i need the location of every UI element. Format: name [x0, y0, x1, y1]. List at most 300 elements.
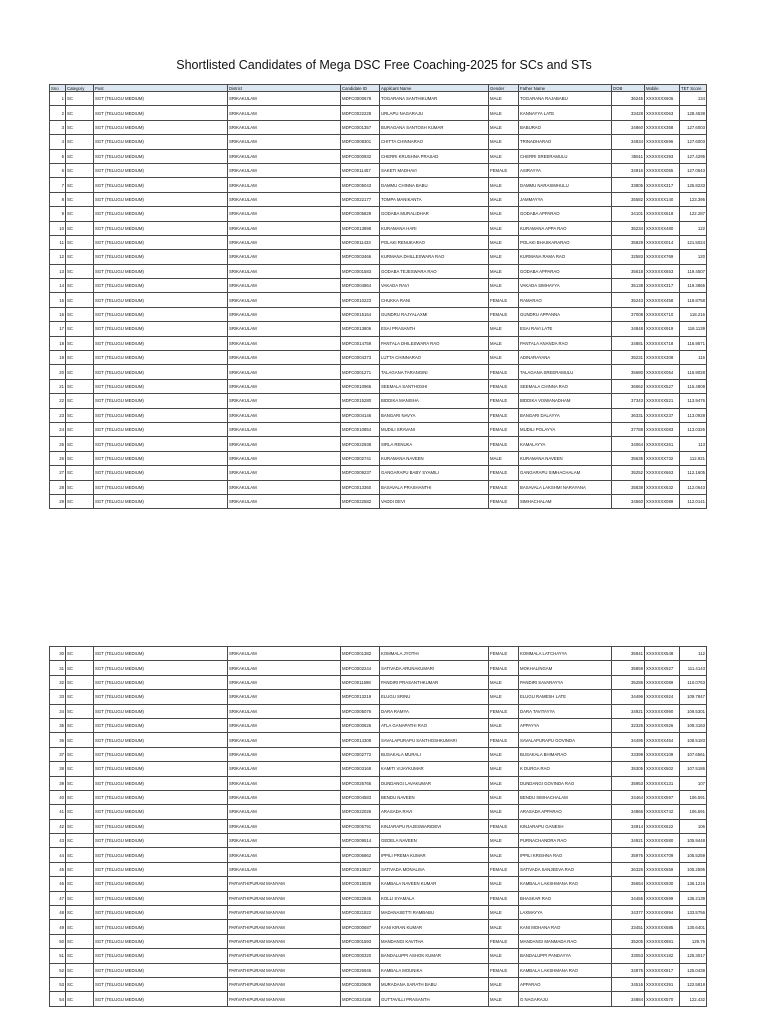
cell-dob: 35953	[612, 776, 645, 790]
cell-tet-score: 110.0763	[680, 675, 707, 689]
table-row	[50, 307, 707, 321]
cell-post: SGT (TELUGU MEDIUM)	[94, 293, 228, 307]
table-row	[50, 906, 707, 920]
table-row	[50, 992, 707, 1006]
cell-district: SRIKAKULAM	[228, 848, 341, 862]
cell-mobile: XXXXXXX618	[645, 207, 680, 221]
cell-mobile: XXXXXXX924	[645, 690, 680, 704]
table-row	[50, 135, 707, 149]
table-row	[50, 264, 707, 278]
cell-sno: 9	[50, 207, 66, 221]
cell-dob: 35138	[612, 279, 645, 293]
cell-gender: MALE	[489, 92, 519, 106]
cell-dob: 34921	[612, 704, 645, 718]
table-row	[50, 949, 707, 963]
cell-applicant-name: SATIVADA ARUNAKUMARI	[380, 661, 489, 675]
cell-father-name: DARA TAVITAYYA	[519, 704, 612, 718]
table-header-row	[50, 85, 707, 92]
cell-dob: 34921	[612, 834, 645, 848]
cell-candidate-id: MDFC0015164	[341, 307, 380, 321]
cell-category: SC	[66, 906, 94, 920]
cell-candidate-id: MDFC0022026	[341, 805, 380, 819]
cell-gender: FEMALE	[489, 379, 519, 393]
cell-mobile: XXXXXXX659	[645, 862, 680, 876]
cell-candidate-id: MDFC0004864	[341, 279, 380, 293]
cell-applicant-name: KOMMALA JYOTHI	[380, 647, 489, 661]
cell-category: SC	[66, 934, 94, 948]
cell-tet-score: 109.5301	[680, 704, 707, 718]
cell-category: SC	[66, 733, 94, 747]
cell-sno: 13	[50, 264, 66, 278]
cell-category: SC	[66, 264, 94, 278]
cell-category: SC	[66, 120, 94, 134]
cell-mobile: XXXXXXX742	[645, 805, 680, 819]
cell-tet-score: 113.0928	[680, 408, 707, 422]
cell-dob: 32325	[612, 718, 645, 732]
column-header-category: Category	[66, 85, 94, 92]
cell-mobile: XXXXXXX131	[645, 776, 680, 790]
cell-sno: 54	[50, 992, 66, 1006]
cell-applicant-name: SIRLA RENUKA	[380, 437, 489, 451]
cell-post: SGT (TELUGU MEDIUM)	[94, 264, 228, 278]
cell-tet-score: 115.4808	[680, 379, 707, 393]
table-row	[50, 92, 707, 106]
cell-father-name: MANDANGI MANMADA RAO	[519, 934, 612, 948]
cell-district: SRIKAKULAM	[228, 279, 341, 293]
cell-father-name: KANNAYYA LATE	[519, 106, 612, 120]
cell-father-name: PANTALA ANANDA RAO	[519, 336, 612, 350]
cell-tet-score: 130.6401	[680, 920, 707, 934]
cell-district: SRIKAKULAM	[228, 106, 341, 120]
table-row	[50, 149, 707, 163]
cell-sno: 28	[50, 480, 66, 494]
cell-post: SGT (TELUGU MEDIUM)	[94, 790, 228, 804]
cell-sno: 1	[50, 92, 66, 106]
cell-tet-score: 128.4538	[680, 106, 707, 120]
cell-category: SC	[66, 977, 94, 991]
cell-post: SGT (TELUGU MEDIUM)	[94, 437, 228, 451]
cell-post: SGT (TELUGU MEDIUM)	[94, 949, 228, 963]
cell-post: SGT (TELUGU MEDIUM)	[94, 451, 228, 465]
cell-category: SC	[66, 178, 94, 192]
cell-category: SC	[66, 293, 94, 307]
cell-post: SGT (TELUGU MEDIUM)	[94, 235, 228, 249]
cell-category: SC	[66, 834, 94, 848]
cell-sno: 16	[50, 307, 66, 321]
cell-post: SGT (TELUGU MEDIUM)	[94, 365, 228, 379]
cell-father-name: KURMANA RAMA RAO	[519, 250, 612, 264]
cell-category: SC	[66, 819, 94, 833]
cell-applicant-name: ELUGU SRINU	[380, 690, 489, 704]
cell-sno: 10	[50, 221, 66, 235]
cell-tet-score: 127.6003	[680, 120, 707, 134]
cell-dob: 37788	[612, 422, 645, 436]
cell-dob: 35859	[612, 661, 645, 675]
cell-tet-score: 118.8758	[680, 293, 707, 307]
cell-father-name: CHERRI SREERAMULU	[519, 149, 612, 163]
cell-mobile: XXXXXXX391	[645, 977, 680, 991]
cell-candidate-id: MDFC0004373	[341, 351, 380, 365]
cell-gender: MALE	[489, 207, 519, 221]
cell-candidate-id: MDFC0011457	[341, 163, 380, 177]
cell-post: SGT (TELUGU MEDIUM)	[94, 848, 228, 862]
cell-gender: MALE	[489, 776, 519, 790]
cell-father-name: SAVALAPURAPU GOVINDA	[519, 733, 612, 747]
cell-father-name: RAMARAO	[519, 293, 612, 307]
cell-tet-score: 136.1216	[680, 877, 707, 891]
cell-post: SGT (TELUGU MEDIUM)	[94, 963, 228, 977]
cell-gender: MALE	[489, 192, 519, 206]
cell-dob: 35511	[612, 149, 645, 163]
cell-candidate-id: MDFC0008301	[341, 135, 380, 149]
cell-candidate-id: MDFC0003168	[341, 762, 380, 776]
column-header-sno: Sno	[50, 85, 66, 92]
table-row	[50, 747, 707, 761]
cell-dob: 34101	[612, 207, 645, 221]
cell-candidate-id: MDFC0026765	[341, 776, 380, 790]
cell-candidate-id: MDFC0020609	[341, 977, 380, 991]
cell-candidate-id: MDFC0022938	[341, 437, 380, 451]
cell-post: SGT (TELUGU MEDIUM)	[94, 408, 228, 422]
cell-sno: 43	[50, 834, 66, 848]
cell-father-name: BENDU SIMHACHALAM	[519, 790, 612, 804]
cell-post: SGT (TELUGU MEDIUM)	[94, 675, 228, 689]
column-header-tet-score: TET Score	[680, 85, 707, 92]
cell-mobile: XXXXXXX663	[645, 466, 680, 480]
cell-tet-score: 118.1139	[680, 322, 707, 336]
cell-father-name: JAMMAYYA	[519, 192, 612, 206]
cell-post: SGT (TELUGU MEDIUM)	[94, 192, 228, 206]
table-row	[50, 675, 707, 689]
cell-mobile: XXXXXXX653	[645, 264, 680, 278]
cell-mobile: XXXXXXX140	[645, 192, 680, 206]
cell-gender: FEMALE	[489, 819, 519, 833]
cell-mobile: XXXXXXX927	[645, 661, 680, 675]
cell-sno: 33	[50, 690, 66, 704]
cell-tet-score: 125.8233	[680, 178, 707, 192]
cell-district: SRIKAKULAM	[228, 819, 341, 833]
cell-applicant-name: POLAKI RENUKARAO	[380, 235, 489, 249]
cell-tet-score: 112.1605	[680, 466, 707, 480]
cell-father-name: G NAGARAJU	[519, 992, 612, 1006]
cell-candidate-id: MDFC0010627	[341, 862, 380, 876]
cell-candidate-id: MDFC0000626	[341, 718, 380, 732]
page-title: Shortlisted Candidates of Mega DSC Free Coaching-2025 for SCs and STs	[176, 58, 592, 72]
cell-candidate-id: MDFC0011598	[341, 675, 380, 689]
cell-category: SC	[66, 747, 94, 761]
column-header-district: District	[228, 85, 341, 92]
cell-candidate-id: MDFC0018028	[341, 877, 380, 891]
cell-sno: 15	[50, 293, 66, 307]
cell-district: SRIKAKULAM	[228, 466, 341, 480]
cell-mobile: XXXXXXX926	[645, 718, 680, 732]
candidates-table-2	[49, 646, 707, 1007]
cell-applicant-name: DUNDANGI LAVAKUMAR	[380, 776, 489, 790]
cell-dob: 35234	[612, 221, 645, 235]
cell-sno: 44	[50, 848, 66, 862]
cell-post: SGT (TELUGU MEDIUM)	[94, 747, 228, 761]
cell-applicant-name: BENDU NAVEEN	[380, 790, 489, 804]
cell-district: SRIKAKULAM	[228, 675, 341, 689]
cell-category: SC	[66, 704, 94, 718]
cell-gender: MALE	[489, 790, 519, 804]
cell-applicant-name: SATIVADA MONALISA	[380, 862, 489, 876]
cell-father-name: APPAYYA	[519, 718, 612, 732]
table-row	[50, 394, 707, 408]
cell-category: SC	[66, 920, 94, 934]
cell-father-name: KAMALAYYA	[519, 437, 612, 451]
cell-candidate-id: MDFC0004583	[341, 790, 380, 804]
cell-candidate-id: MDFC0010223	[341, 293, 380, 307]
cell-sno: 20	[50, 365, 66, 379]
cell-sno: 36	[50, 733, 66, 747]
cell-district: SRIKAKULAM	[228, 322, 341, 336]
cell-tet-score: 119.4507	[680, 264, 707, 278]
cell-category: SC	[66, 106, 94, 120]
cell-candidate-id: MDFC0005829	[341, 207, 380, 221]
cell-mobile: XXXXXXX089	[645, 494, 680, 508]
cell-district: SRIKAKULAM	[228, 762, 341, 776]
cell-sno: 47	[50, 891, 66, 905]
cell-sno: 51	[50, 949, 66, 963]
cell-gender: MALE	[489, 762, 519, 776]
cell-applicant-name: GUTTAVILLI PRASANTH	[380, 992, 489, 1006]
cell-sno: 30	[50, 647, 66, 661]
cell-sno: 3	[50, 120, 66, 134]
cell-applicant-name: BIDDIKA MANISHA	[380, 394, 489, 408]
cell-father-name: KAMBALA LAKSHMANA RAO	[519, 877, 612, 891]
cell-gender: MALE	[489, 920, 519, 934]
table-row	[50, 279, 707, 293]
cell-mobile: XXXXXXX521	[645, 394, 680, 408]
cell-applicant-name: ESAI PRASANTH	[380, 322, 489, 336]
cell-candidate-id: MDFC0001271	[341, 365, 380, 379]
cell-candidate-id: MDFC0013806	[341, 322, 380, 336]
cell-applicant-name: KAMBALA NAVEEN KUMAR	[380, 877, 489, 891]
cell-dob: 35231	[612, 351, 645, 365]
cell-district: SRIKAKULAM	[228, 149, 341, 163]
cell-category: SC	[66, 422, 94, 436]
table-row	[50, 163, 707, 177]
cell-district: PARVATHIPURAM MANYAM	[228, 920, 341, 934]
cell-sno: 7	[50, 178, 66, 192]
cell-dob: 34914	[612, 819, 645, 833]
column-header-gender: Gender	[489, 85, 519, 92]
cell-father-name: PURNACHANDRA RAO	[519, 834, 612, 848]
cell-category: SC	[66, 661, 94, 675]
cell-sno: 8	[50, 192, 66, 206]
cell-applicant-name: GEDELA NAVEEN	[380, 834, 489, 848]
cell-father-name: K DURGA RAO	[519, 762, 612, 776]
cell-district: SRIKAKULAM	[228, 163, 341, 177]
cell-post: SGT (TELUGU MEDIUM)	[94, 819, 228, 833]
cell-gender: FEMALE	[489, 891, 519, 905]
cell-mobile: XXXXXXX606	[645, 92, 680, 106]
cell-gender: MALE	[489, 906, 519, 920]
cell-tet-score: 106	[680, 819, 707, 833]
cell-father-name: BANDALUPPI PANDAYYA	[519, 949, 612, 963]
cell-post: SGT (TELUGU MEDIUM)	[94, 934, 228, 948]
cell-gender: MALE	[489, 336, 519, 350]
cell-district: SRIKAKULAM	[228, 661, 341, 675]
cell-dob: 33451	[612, 920, 645, 934]
cell-gender: MALE	[489, 977, 519, 991]
cell-post: SGT (TELUGU MEDIUM)	[94, 977, 228, 991]
cell-mobile: XXXXXXX063	[645, 106, 680, 120]
cell-category: SC	[66, 762, 94, 776]
cell-father-name: KINJARAPU GANESH	[519, 819, 612, 833]
cell-post: SGT (TELUGU MEDIUM)	[94, 351, 228, 365]
table-row	[50, 862, 707, 876]
table-row	[50, 351, 707, 365]
cell-post: SGT (TELUGU MEDIUM)	[94, 135, 228, 149]
table-row	[50, 819, 707, 833]
cell-tet-score: 133.5756	[680, 906, 707, 920]
cell-post: SGT (TELUGU MEDIUM)	[94, 394, 228, 408]
cell-father-name: GANGARAPU SIMHACHALAM	[519, 466, 612, 480]
cell-gender: MALE	[489, 949, 519, 963]
cell-post: SGT (TELUGU MEDIUM)	[94, 221, 228, 235]
cell-father-name: KOMMALA LATCHAYYA	[519, 647, 612, 661]
cell-post: SGT (TELUGU MEDIUM)	[94, 647, 228, 661]
cell-category: SC	[66, 279, 94, 293]
cell-gender: FEMALE	[489, 307, 519, 321]
cell-dob: 33053	[612, 949, 645, 963]
cell-candidate-id: MDFC0022228	[341, 106, 380, 120]
cell-category: SC	[66, 307, 94, 321]
cell-applicant-name: PANDIRI PRASANTHKUMAR	[380, 675, 489, 689]
cell-sno: 4	[50, 135, 66, 149]
cell-category: SC	[66, 250, 94, 264]
cell-dob: 35680	[612, 365, 645, 379]
cell-candidate-id: MDFC0011433	[341, 235, 380, 249]
cell-dob: 34496	[612, 690, 645, 704]
cell-candidate-id: MDFC0021822	[341, 906, 380, 920]
cell-dob: 32583	[612, 250, 645, 264]
cell-post: SGT (TELUGU MEDIUM)	[94, 379, 228, 393]
cell-father-name: BANGARI DALAYYA	[519, 408, 612, 422]
cell-category: SC	[66, 207, 94, 221]
table-row	[50, 178, 707, 192]
cell-gender: FEMALE	[489, 963, 519, 977]
cell-category: SC	[66, 192, 94, 206]
cell-post: SGT (TELUGU MEDIUM)	[94, 163, 228, 177]
cell-father-name: BIDDIKA VISWANADHAM	[519, 394, 612, 408]
cell-dob: 33399	[612, 747, 645, 761]
cell-dob: 35618	[612, 264, 645, 278]
cell-post: SGT (TELUGU MEDIUM)	[94, 422, 228, 436]
cell-applicant-name: KAMBALA MOUNIKA	[380, 963, 489, 977]
cell-district: SRIKAKULAM	[228, 718, 341, 732]
cell-candidate-id: MDFC0000678	[341, 92, 380, 106]
table-row	[50, 494, 707, 508]
cell-gender: FEMALE	[489, 437, 519, 451]
cell-gender: MALE	[489, 877, 519, 891]
cell-district: SRIKAKULAM	[228, 776, 341, 790]
cell-sno: 37	[50, 747, 66, 761]
cell-tet-score: 127.6003	[680, 135, 707, 149]
table-row	[50, 207, 707, 221]
cell-district: SRIKAKULAM	[228, 235, 341, 249]
cell-tet-score: 119.3865	[680, 279, 707, 293]
cell-applicant-name: SEEMALA SANTHOSHI	[380, 379, 489, 393]
cell-dob: 35305	[612, 762, 645, 776]
cell-father-name: BABURAO	[519, 120, 612, 134]
cell-gender: MALE	[489, 178, 519, 192]
cell-candidate-id: MDFC0002772	[341, 747, 380, 761]
cell-dob: 34884	[612, 992, 645, 1006]
cell-category: SC	[66, 718, 94, 732]
cell-category: SC	[66, 221, 94, 235]
cell-tet-score: 123.395	[680, 192, 707, 206]
cell-applicant-name: KURAMANA NAVEEN	[380, 451, 489, 465]
cell-category: SC	[66, 235, 94, 249]
cell-candidate-id: MDFC0001382	[341, 647, 380, 661]
cell-tet-score: 118.216	[680, 307, 707, 321]
cell-district: SRIKAKULAM	[228, 192, 341, 206]
cell-applicant-name: IPPILI PREMA KUMAR	[380, 848, 489, 862]
cell-dob: 34495	[612, 733, 645, 747]
cell-dob: 34455	[612, 891, 645, 905]
table-row	[50, 106, 707, 120]
cell-category: SC	[66, 394, 94, 408]
cell-sno: 31	[50, 661, 66, 675]
cell-tet-score: 105.2595	[680, 862, 707, 876]
table-row	[50, 805, 707, 819]
cell-father-name: TALAGANA SREERAMULU	[519, 365, 612, 379]
cell-district: SRIKAKULAM	[228, 120, 341, 134]
cell-district: SRIKAKULAM	[228, 178, 341, 192]
cell-tet-score: 122.432	[680, 992, 707, 1006]
cell-dob: 34881	[612, 336, 645, 350]
cell-applicant-name: CHUKKA RANI	[380, 293, 489, 307]
cell-dob: 34848	[612, 322, 645, 336]
cell-gender: FEMALE	[489, 422, 519, 436]
cell-post: SGT (TELUGU MEDIUM)	[94, 120, 228, 134]
cell-gender: MALE	[489, 264, 519, 278]
cell-sno: 32	[50, 675, 66, 689]
cell-father-name: SEEMALA CHINNA RAO	[519, 379, 612, 393]
table-row	[50, 877, 707, 891]
cell-category: SC	[66, 365, 94, 379]
cell-applicant-name: MUDILI SRAVANI	[380, 422, 489, 436]
cell-father-name: DAMMU NARASIMHULU	[519, 178, 612, 192]
cell-mobile: XXXXXXX237	[645, 408, 680, 422]
table-row	[50, 977, 707, 991]
cell-mobile: XXXXXXX930	[645, 877, 680, 891]
column-header-dob: DOB	[612, 85, 645, 92]
cell-candidate-id: MDFC0026946	[341, 963, 380, 977]
column-header-father-name: Father Name	[519, 85, 612, 92]
cell-candidate-id: MDFC0014308	[341, 733, 380, 747]
cell-applicant-name: CHERRI KRUSHNA PRASAD	[380, 149, 489, 163]
cell-post: SGT (TELUGU MEDIUM)	[94, 733, 228, 747]
cell-mobile: XXXXXXX817	[645, 963, 680, 977]
cell-post: SGT (TELUGU MEDIUM)	[94, 494, 228, 508]
cell-father-name: KANI MOHANA RAO	[519, 920, 612, 934]
cell-dob: 35205	[612, 934, 645, 948]
table-row	[50, 221, 707, 235]
cell-district: SRIKAKULAM	[228, 422, 341, 436]
cell-post: SGT (TELUGU MEDIUM)	[94, 891, 228, 905]
cell-gender: MALE	[489, 675, 519, 689]
cell-mobile: XXXXXXX709	[645, 848, 680, 862]
cell-father-name: GODABA APPARAO	[519, 264, 612, 278]
cell-district: SRIKAKULAM	[228, 293, 341, 307]
cell-mobile: XXXXXXX919	[645, 322, 680, 336]
cell-gender: MALE	[489, 351, 519, 365]
table-row	[50, 408, 707, 422]
